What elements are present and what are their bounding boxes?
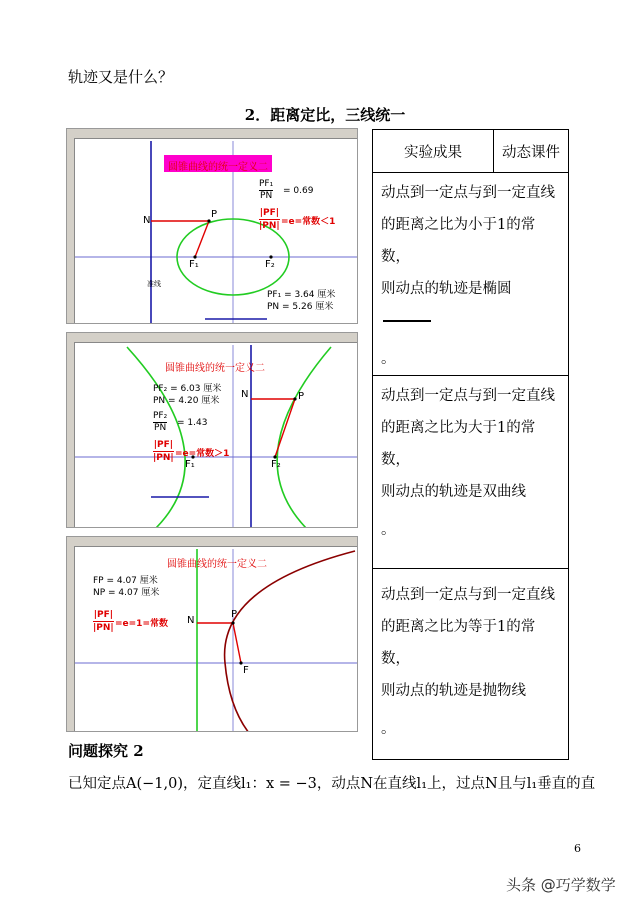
figure-title: 圆锥曲线的统一定义二 (165, 363, 265, 374)
row-ellipse (373, 173, 569, 376)
row-line: 的距离之比为小于1的常数， (381, 217, 536, 265)
row-line: 则动点的轨迹是抛物线 (381, 683, 526, 699)
row-end: 。 (381, 721, 396, 737)
label-f2: F₂ (271, 459, 281, 470)
label-n: N (143, 215, 151, 226)
row-line: 的距离之比为大于1的常数， (381, 420, 536, 468)
row-line: 的距离之比为等于1的常数， (381, 619, 536, 667)
eccentricity-text: =e=常数＜1 (281, 217, 336, 227)
hyperbola-right-branch (277, 347, 331, 528)
ratio-fraction: PF₁ PN (259, 179, 274, 201)
question-text: 已知定点A(−1,0)，定直线l₁：x = −3，动点N在直线l₁上，过点N且与l₁垂直的直 (68, 776, 596, 792)
row-line: 则动点的轨迹是双曲线 (381, 484, 526, 500)
measurements: PF₁ = 3.64 厘米 PN = 5.26 厘米 (267, 290, 336, 312)
row-line: 动点到一定点与到一定直线 (381, 185, 555, 201)
eccentricity-fraction: |PF| |PN| (259, 208, 280, 231)
hyperbola-left-branch (127, 347, 185, 528)
header-courseware: 动态课件 (494, 130, 569, 173)
measurements: PF₂ = 6.03 厘米 PN = 4.20 厘米 (153, 384, 222, 406)
label-directrix: 准线 (147, 280, 161, 288)
row-end: 。 (381, 351, 396, 367)
label-f1: F₁ (189, 259, 199, 270)
eccentricity-fraction: |PF| |PN| (93, 610, 114, 633)
eccentricity-text: =e=常数＞1 (175, 449, 230, 459)
screenshot-parabola (66, 536, 358, 732)
row-parabola (373, 569, 569, 760)
ratio-value: = 1.43 (177, 418, 208, 428)
results-table (372, 129, 569, 760)
eccentricity-text: =e=1=常数 (115, 619, 168, 629)
label-p: P (298, 391, 305, 402)
section-title: 2．距离定比，三线统一 (244, 106, 406, 124)
question-title: 问题探究 2 (68, 742, 144, 760)
row-hyperbola (373, 376, 569, 569)
parabola-curve (225, 551, 355, 732)
figure-title: 圆锥曲线的统一定义二 (168, 162, 268, 173)
row-line: 动点到一定点与到一定直线 (381, 587, 555, 603)
row-line: 动点到一定点与到一定直线 (381, 388, 555, 404)
page-number: 6 (574, 842, 581, 855)
label-f2: F₂ (265, 259, 275, 270)
ratio-value: = 0.69 (283, 186, 314, 196)
row-line: 则动点的轨迹是椭圆 (381, 273, 560, 337)
screenshot-ellipse (66, 128, 358, 324)
label-f1: F₁ (185, 459, 195, 470)
label-p: P (231, 609, 238, 620)
label-p: P (211, 209, 218, 220)
label-n: N (187, 615, 195, 626)
screenshot-hyperbola (66, 332, 358, 528)
ratio-fraction: PF₂ PN (153, 411, 168, 433)
watermark: 头条 @巧学数学 (506, 876, 616, 894)
figure-title: 圆锥曲线的统一定义二 (167, 559, 267, 570)
segment-pf (233, 623, 241, 663)
label-n: N (241, 389, 249, 400)
segment-pf (275, 399, 295, 457)
intro-text: 轨迹又是什么？ (68, 68, 174, 86)
row-end: 。 (381, 522, 396, 538)
measurements: FP = 4.07 厘米 NP = 4.07 厘米 (93, 576, 160, 598)
header-results: 实验成果 (373, 130, 494, 173)
eccentricity-fraction: |PF| |PN| (153, 440, 174, 463)
underline-mark (383, 320, 431, 322)
segment-pf (195, 221, 209, 257)
label-f: F (243, 665, 249, 676)
